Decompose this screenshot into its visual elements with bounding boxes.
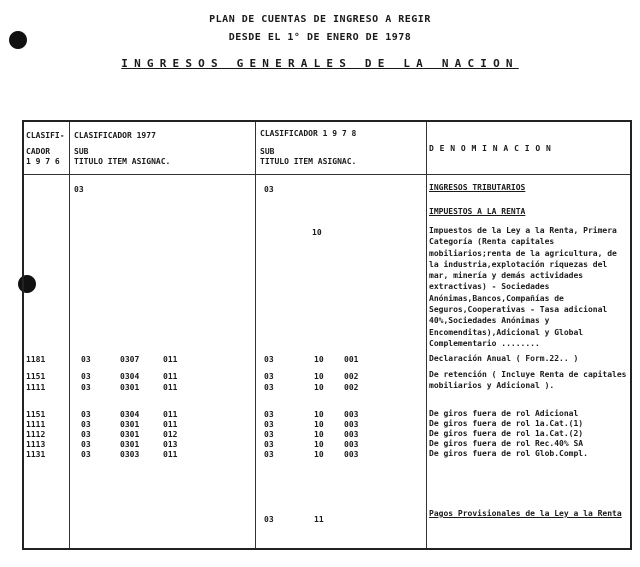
titulo-1978: 03	[264, 355, 274, 364]
asignacion-1977: 012	[163, 430, 178, 439]
document-title: PLAN DE CUENTAS DE INGRESO A REGIR	[209, 14, 431, 25]
titulo-1978: 03	[264, 185, 274, 194]
item-1977: 0304	[120, 372, 140, 381]
asignacion-1978: 003	[344, 430, 359, 439]
titulo-1978: 03	[264, 383, 274, 392]
item-1977: 0301	[120, 383, 140, 392]
titulo-1977: 03	[74, 185, 84, 194]
item-1978: 10	[314, 410, 324, 419]
titulo-1978: 03	[264, 440, 274, 449]
asignacion-1977: 011	[163, 420, 178, 429]
denominacion: INGRESOS TRIBUTARIOS	[429, 183, 526, 192]
item-1978: 10	[314, 420, 324, 429]
denominacion: De giros fuera de rol 1a.Cat.(1)	[429, 419, 584, 428]
denominacion: Impuestos de la Ley a la Renta, Primera Categoría (Renta capitales mobiliarios;renta de la agricultura, de la industria,explotación riquezas del mar, minería y demás actividades extractivas) - Sociedades Anónimas,Bancos,Compañías de Seguros,Cooperativas - Tasa adicional 40%,Sociedades Anónimas y Encomenditas),Adicional y Global Complementario ........	[429, 226, 617, 348]
column-divider	[255, 122, 256, 548]
asignacion-1977: 013	[163, 440, 178, 449]
item-1978: 10	[312, 228, 322, 237]
column-divider	[426, 122, 427, 548]
item-1978: 10	[314, 440, 324, 449]
item-1978: 10	[314, 430, 324, 439]
document-heading: INGRESOS GENERALES DE LA NACION	[121, 57, 519, 70]
denominacion: De giros fuera de rol Glob.Compl.	[429, 449, 588, 458]
header-divider	[24, 174, 630, 175]
denominacion: De giros fuera de rol Adicional	[429, 409, 579, 418]
clasificador-1976: 1151	[26, 372, 46, 381]
titulo-1978: 03	[264, 420, 274, 429]
column-divider	[69, 122, 70, 548]
item-1977: 0307	[120, 355, 140, 364]
titulo-1977: 03	[81, 355, 91, 364]
denominacion: De giros fuera de rol 1a.Cat.(2)	[429, 429, 584, 438]
accounts-table	[22, 120, 632, 550]
item-1978: 10	[314, 383, 324, 392]
clasificador-1976: 1181	[26, 355, 46, 364]
asignacion-1977: 011	[163, 450, 178, 459]
asignacion-1977: 011	[163, 383, 178, 392]
asignacion-1978: 002	[344, 383, 359, 392]
titulo-1978: 03	[264, 450, 274, 459]
titulo-1978: 03	[264, 372, 274, 381]
asignacion-1978: 003	[344, 450, 359, 459]
item-1977: 0304	[120, 410, 140, 419]
denominacion: De retención ( Incluye Renta de capitales mobiliarios y Adicional ).	[429, 370, 627, 391]
denominacion: IMPUESTOS A LA RENTA	[429, 207, 526, 216]
denominacion: Declaración Anual ( Form.22.. )	[429, 354, 579, 363]
item-1977: 0301	[120, 430, 140, 439]
titulo-1978: 03	[264, 515, 274, 524]
asignacion-1978: 003	[344, 440, 359, 449]
item-1978: 10	[314, 450, 324, 459]
asignacion-1978: 001	[344, 355, 359, 364]
asignacion-1977: 011	[163, 372, 178, 381]
asignacion-1977: 011	[163, 355, 178, 364]
clasificador-1976: 1112	[26, 430, 46, 439]
titulo-1977: 03	[81, 430, 91, 439]
header-clasificador-1978: CLASIFICADOR 1 9 7 8 SUB TITULO ITEM ASIGNAC.	[260, 129, 357, 166]
asignacion-1978: 003	[344, 420, 359, 429]
titulo-1977: 03	[81, 420, 91, 429]
item-1978: 11	[314, 515, 324, 524]
header-clasificador-1976: CLASIFI- CADOR 1 9 7 6	[26, 131, 65, 166]
clasificador-1976: 1111	[26, 383, 46, 392]
header-clasificador-1977: CLASIFICADOR 1977 SUB TITULO ITEM ASIGNAC.	[74, 131, 171, 166]
asignacion-1978: 002	[344, 372, 359, 381]
titulo-1978: 03	[264, 430, 274, 439]
item-1977: 0303	[120, 450, 140, 459]
titulo-1977: 03	[81, 410, 91, 419]
item-1977: 0301	[120, 440, 140, 449]
clasificador-1976: 1131	[26, 450, 46, 459]
titulo-1977: 03	[81, 383, 91, 392]
document-subtitle: DESDE EL 1° DE ENERO DE 1978	[228, 32, 412, 43]
denominacion: De giros fuera de rol Rec.40% SA	[429, 439, 584, 448]
clasificador-1976: 1151	[26, 410, 46, 419]
titulo-1977: 03	[81, 440, 91, 449]
asignacion-1977: 011	[163, 410, 178, 419]
titulo-1977: 03	[81, 372, 91, 381]
clasificador-1976: 1113	[26, 440, 46, 449]
titulo-1978: 03	[264, 410, 274, 419]
item-1977: 0301	[120, 420, 140, 429]
denominacion: Pagos Provisionales de la Ley a la Renta	[429, 509, 622, 518]
asignacion-1978: 003	[344, 410, 359, 419]
header-denominacion: D E N O M I N A C I O N	[429, 144, 552, 153]
item-1978: 10	[314, 372, 324, 381]
clasificador-1976: 1111	[26, 420, 46, 429]
titulo-1977: 03	[81, 450, 91, 459]
item-1978: 10	[314, 355, 324, 364]
